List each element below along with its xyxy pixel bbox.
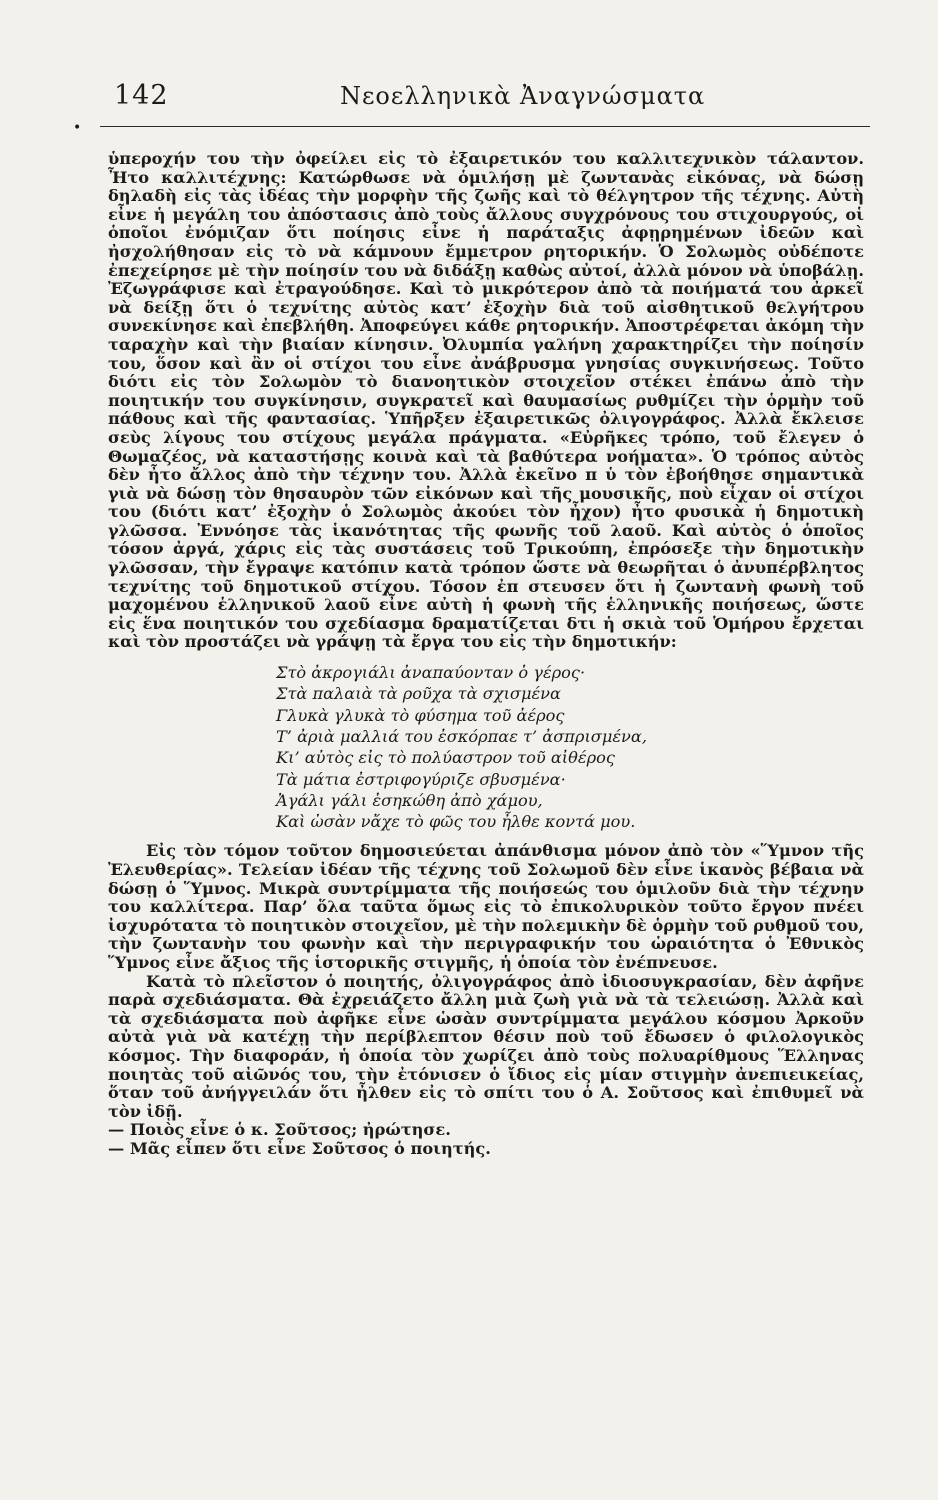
running-title: Νεοελληνικὰ Ἀναγνώσματα xyxy=(340,82,706,110)
body-text xyxy=(108,150,864,1159)
page-number: 142 xyxy=(114,80,169,111)
paragraph-1: ὑπεροχήν του τὴν ὀφείλει εἰς τὸ ἐξαιρετικόν του καλλιτεχνικὸν τάλαντον. Ἦτο καλλιτέχνης: Κατώρθωσε νὰ ὁμιλήσῃ μὲ ζωντανὰς εἰκόνας, νὰ δώσῃ δηλαδὴ εἰς τὰς ἰδέας τὴν μορφὴν τῆς ζωῆς καὶ τὸ θέλγητρον τῆς τέχνης. Αὐτὴ εἶνε ἡ μεγάλη του ἀπόστασις ἀπὸ τοὺς ἄλλους συγχρόνους του στιχουργούς, οἱ ὁποῖοι ἐνόμιζαν ὅτι ποίησις εἶνε ἡ παράταξις ἀφῃρημένων ἰδεῶν καὶ ἠσχολήθησαν εἰς τὸ νὰ κάμνουν ἔμμετρον ρητορικήν. Ὁ Σολωμὸς οὐδέποτε ἐπεχείρησε μὲ τὴν ποίησίν του νὰ διδάξῃ καθὼς αὐτοί, ἀλλὰ μόνον νὰ ὑποβάλῃ. Ἐζωγράφισε καὶ ἐτραγούδησε. Καὶ τὸ μικρότερον ἀπὸ τὰ ποιήματά του ἀρκεῖ νὰ δείξῃ ὅτι ὁ τεχνίτης αὐτὸς κατ’ ἐξοχὴν διὰ τοῦ αἰσθητικοῦ θελγήτρου συνεκίνησε καὶ ἐπεβλήθη. Ἀποφεύγει κάθε ρητορικήν. Ἀποστρέφεται ἀκόμη τὴν ταραχὴν καὶ τὴν βιαίαν κίνησιν. Ὀλυμπία γαλήνη χαρακτηρίζει τὴν ποίησίν του, ὅσον καὶ ἂν οἱ στίχοι του εἶνε ἀνάβρυσμα γνησίας συγκινήσεως. Τοῦτο διότι εἰς τὸν Σολωμὸν τὸ διανοητικὸν στοιχεῖον στέκει ἐπάνω ἀπὸ τὴν ποιητικήν του συγκίνησιν, συγκρατεῖ καὶ θαυμασίως ρυθμίζει τὴν ὁρμὴν τοῦ πάθους καὶ τῆς φαντασίας. Ὑπῆρξεν ἐξαιρετικῶς ὀλιγογράφος. Ἀλλὰ ἔκλεισε σεὺς λίγους του στίχους μεγάλα πράγματα. «Εὐρῆκες τρόπο, τοῦ ἔλεγεν ὁ Θωμαζέος, νὰ καταστήσῃς κοινὰ καὶ τὰ βαθύτερα νοήματα». Ὁ τρόπος αὐτὸς δὲν ἦτο ἄλλος ἀπὸ τὴν τέχνην του. Ἀλλὰ ἐκεῖνο π ὑ τὸν ἐβοήθησε σημαντικὰ γιὰ νὰ δώσῃ τὸν θησαυρὸν τῶν εἰκόνων καὶ τῆς μουσικῆς, ποὺ εἶχαν οἱ στίχοι του (διότι κατ’ ἐξοχὴν ὁ Σολωμὸς ἀκούει τὸν ἦχον) ἦτο φυσικὰ ἡ δημοτικὴ γλῶσσα. Ἐννόησε τὰς ἱκανότητας τῆς φωνῆς τοῦ λαοῦ. Καὶ αὐτὸς ὁ ὁποῖος τόσον ἀργά, χάρις εἰς τὰς συστάσεις τοῦ Τρικούπη, ἐπρόσεξε τὴν δημοτικὴν γλῶσσαν, τὴν ἔγραψε κατόπιν κατὰ τρόπον ὥστε νὰ θεωρῆται ὁ ἀνυπέρβλητος τεχνίτης τοῦ δημοτικοῦ στίχου. Τόσον ἐπ στευσεν ὅτι ἡ ζωντανὴ φωνὴ τοῦ μαχομένου ἑλληνικοῦ λαοῦ εἶνε αὐτὴ ἡ φωνὴ τῆς ἑλληνικῆς ποιήσεως, ὥστε εἰς ἕνα ποιητικόν του σχεδίασμα δραματίζεται δτι ἡ σκιὰ τοῦ Ὁμήρου ἔρχεται καὶ τὸν προστάζει νὰ γράψῃ τὰ ἔργα του εἰς τὴν δημοτικήν: xyxy=(108,149,864,652)
poem-line: Τ’ ἀριὰ μαλλιά του ἐσκόρπαε τ’ ἀσπρισμένα, xyxy=(276,726,647,746)
paragraph-3: Κατὰ τὸ πλεῖστον ὁ ποιητής, ὀλιγογράφος ἀπὸ ἰδιοσυγκρασίαν, δὲν ἀφῆνε παρὰ σχεδιάσματα. Θὰ ἐχρειάζετο ἄλλη μιὰ ζωὴ γιὰ νὰ τὰ τελειώσῃ. Ἀλλὰ καὶ τὰ σχεδιάσματα ποὺ ἀφῆκε εἶνε ὡσὰν συντρίμματα μεγάλου κόσμου Ἀρκοῦν αὐτὰ γιὰ νὰ κατέχῃ τὴν περίβλεπτον θέσιν ποὺ τοῦ ἔδωσεν ὁ φιλολογικὸς κόσμος. Τὴν διαφοράν, ἡ ὁποία τὸν χωρίζει ἀπὸ τοὺς πολυαρίθμους Ἕλληνας ποιητὰς τοῦ αἰῶνός του, τὴν ἐτόνισεν ὁ ἴδιος εἰς μίαν στιγμὴν ἀνεπιεικείας, ὅταν τοῦ ἀνήγγειλάν ὅτι ἦλθεν εἰς τὸ σπίτι του ὁ Α. Σοῦτσος καὶ ἐπιθυμεῖ νὰ τὸν ἰδῇ. xyxy=(108,971,864,1121)
dialogue-line-1: — Ποιὸς εἶνε ὁ κ. Σοῦτσος; ἠρώτησε. xyxy=(108,1120,451,1140)
poem-line: Ἀγάλι γάλι ἐσηκώθη ἀπὸ χάμου, xyxy=(276,790,543,810)
poem-quote xyxy=(276,662,864,832)
page-header xyxy=(100,76,870,122)
poem-line: Τὰ μάτια ἐστριφογύριζε σβυσμένα· xyxy=(276,769,566,789)
poem-line: Γλυκὰ γλυκὰ τὸ φύσημα τοῦ ἀέρος xyxy=(276,705,565,725)
poem-line: Στὸ ἀκρογιάλι ἀναπαύονταν ὁ γέρος· xyxy=(276,663,586,683)
dialogue-line-2: — Μᾶς εἶπεν ὅτι εἶνε Σοῦτσος ὁ ποιητής. xyxy=(108,1138,491,1158)
paragraph-2: Εἰς τὸν τόμον τοῦτον δημοσιεύεται ἀπάνθισμα μόνον ἀπὸ τὸν «Ὕμνον τῆς Ἐλευθερίας». Τελείαν ἰδέαν τῆς τέχνης τοῦ Σολωμοῦ δὲν εἶνε ἱκανὸς βέβαια νὰ δώσῃ ὁ Ὕμνος. Μικρὰ συντρίμματα τῆς ποιήσεώς του ὁμιλοῦν διὰ τὴν τέχνην του καλλίτερα. Παρ’ ὅλα ταῦτα ὅμως εἰς τὸ ἐπικολυρικὸν τοῦτο ἔργον πνέει ἰσχυρότατα τὸ ποιητικὸν στοιχεῖον, μὲ τὴν πολεμικὴν δὲ ὁρμὴν τοῦ ρυθμοῦ του, τὴν ζωντανὴν του φωνὴν καὶ τὴν περιγραφικήν του ὡραιότητα ὁ Ἐθνικὸς Ὕμνος εἶνε ἄξιος τῆς ἱστορικῆς στιγμῆς, ἡ ὁποία τὸν ἐνέπνευσε. xyxy=(108,841,864,972)
margin-bullet: • xyxy=(73,120,82,136)
poem-line: Στὰ παλαιὰ τὰ ροῦχα τὰ σχισμένα xyxy=(276,684,561,704)
poem-line: Κι’ αὐτὸς εἰς τὸ πολύαστρον τοῦ αἰθέρος xyxy=(276,748,615,768)
poem-line: Καὶ ὡσὰν νἄχε τὸ φῶς του ἦλθε κοντά μου. xyxy=(276,812,636,832)
header-rule xyxy=(100,126,870,127)
